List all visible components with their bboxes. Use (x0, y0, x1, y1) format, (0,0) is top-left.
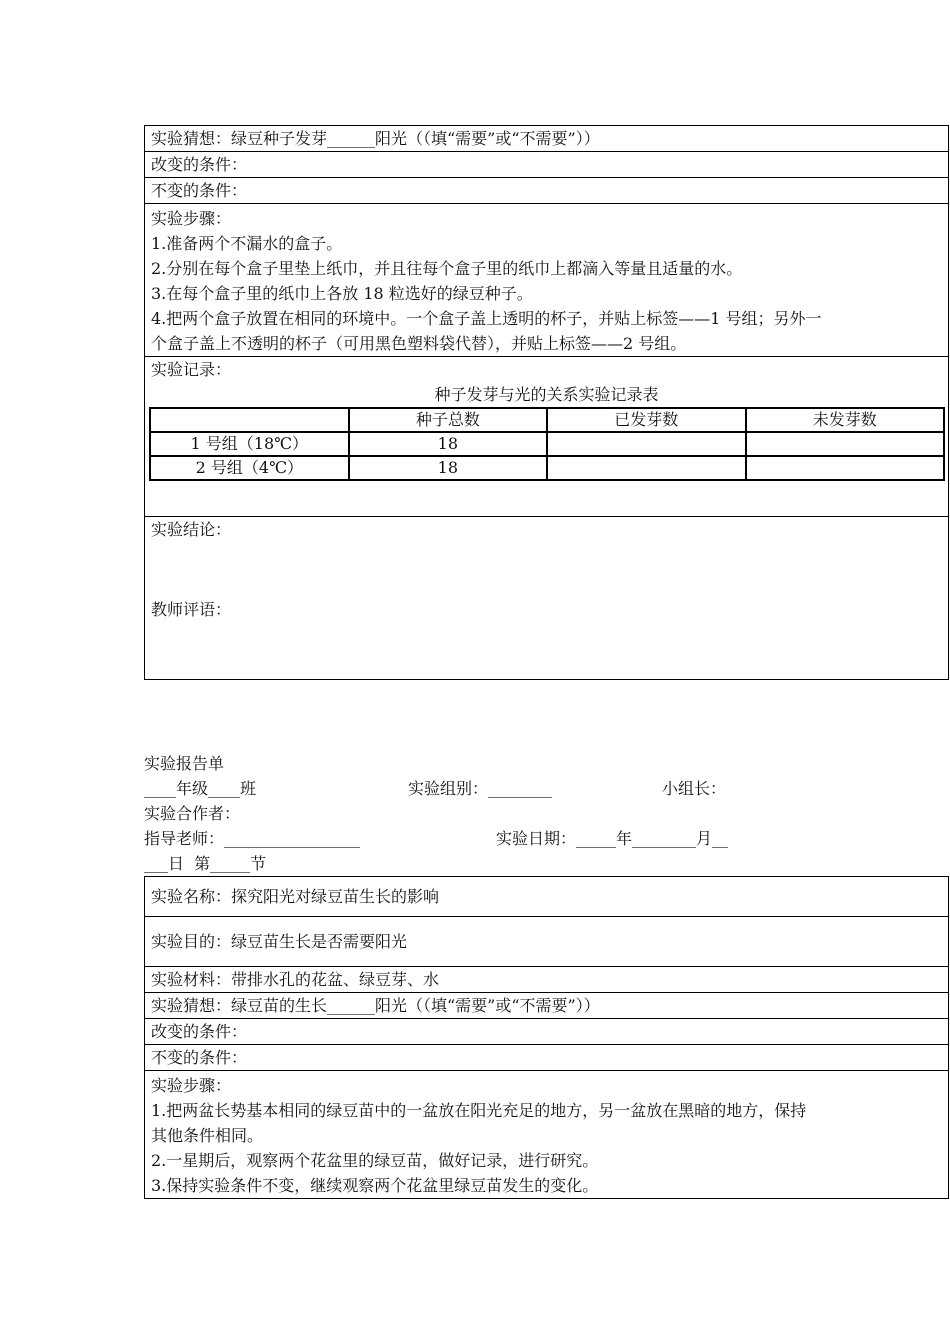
table-row (150, 456, 944, 480)
step-item: 2.分别在每个盒子里垫上纸巾，并且往每个盒子里的纸巾上都滴入等量且适量的水。 (151, 259, 743, 278)
group-field[interactable]: 实验组别：________ (408, 779, 553, 798)
record-table (149, 407, 945, 481)
header-cell: 已发芽数 (547, 408, 745, 432)
changed-condition-row (145, 152, 948, 178)
unchanged-condition-row (145, 178, 948, 204)
header-cell (150, 408, 349, 432)
conclusion-label: 实验结论： (151, 520, 232, 539)
sprouted-cell[interactable] (547, 432, 745, 456)
step-item: 3.在每个盒子里的纸巾上各放 18 粒选好的绿豆种子。 (151, 284, 533, 303)
experiment-name-row (145, 877, 948, 917)
hypothesis-row (145, 993, 948, 1019)
record-header-row (150, 408, 944, 432)
record-row (145, 357, 948, 517)
total-cell: 18 (349, 456, 547, 480)
step-item: 个盒子盖上不透明的杯子（可用黑色塑料袋代替），并贴上标签——2 号组。 (151, 334, 687, 353)
header-cell: 种子总数 (349, 408, 547, 432)
steps-row (145, 204, 948, 357)
header-cell: 未发芽数 (746, 408, 944, 432)
group-cell: 2 号组（4℃） (150, 456, 349, 480)
not-sprouted-cell[interactable] (746, 432, 944, 456)
group-cell: 1 号组（18℃） (150, 432, 349, 456)
unchanged-condition-row (145, 1045, 948, 1071)
steps-label: 实验步骤： (151, 209, 232, 228)
day-period-field[interactable]: ___日 第_____节 (144, 854, 267, 873)
sprouted-cell[interactable] (547, 456, 745, 480)
experiment-purpose-row (145, 917, 948, 967)
step-item: 1.准备两个不漏水的盒子。 (151, 234, 343, 253)
experiment-materials: 实验材料：带排水孔的花盆、绿豆芽、水 (151, 970, 440, 989)
changed-condition-label: 改变的条件： (151, 1022, 248, 1041)
leader-field[interactable]: 小组长： (662, 779, 727, 798)
date-field[interactable]: 实验日期：_____年________月__ (496, 829, 729, 848)
record-label: 实验记录： (151, 360, 232, 379)
step-item: 其他条件相同。 (151, 1126, 264, 1145)
hypothesis-row (145, 126, 948, 152)
record-table-title: 种子发芽与光的关系实验记录表 (434, 385, 659, 404)
unchanged-condition-label: 不变的条件： (151, 1048, 248, 1067)
conclusion-row (145, 517, 948, 679)
materials-row (145, 967, 948, 993)
experiment-purpose: 实验目的：绿豆苗生长是否需要阳光 (151, 932, 408, 951)
unchanged-condition-label: 不变的条件： (151, 181, 248, 200)
step-item: 4.把两个盒子放置在相同的环境中。一个盒子盖上透明的杯子，并贴上标签——1 号组；另外一 (151, 309, 822, 328)
experiment-name: 实验名称：探究阳光对绿豆苗生长的影响 (151, 887, 440, 906)
teacher-comment-label: 教师评语： (151, 600, 232, 619)
teacher-field[interactable]: 指导老师：_________________ (144, 829, 361, 848)
step-item: 2.一星期后，观察两个花盆里的绿豆苗，做好记录，进行研究。 (151, 1151, 599, 1170)
hypothesis-text: 实验猜想：绿豆种子发芽______阳光（（填“需要”或“不需要”）） (151, 129, 600, 148)
partners-field[interactable]: 实验合作者： (144, 804, 241, 823)
grade-class-field[interactable]: ____年级____班 (144, 779, 257, 798)
total-cell: 18 (349, 432, 547, 456)
report2-header (144, 751, 949, 876)
steps-row (145, 1071, 948, 1198)
report1-table (144, 125, 949, 680)
step-item: 1.把两盆长势基本相同的绿豆苗中的一盆放在阳光充足的地方，另一盆放在黑暗的地方，保持 (151, 1101, 807, 1120)
steps-label: 实验步骤： (151, 1076, 232, 1095)
table-row (150, 432, 944, 456)
report2-table (144, 876, 949, 1199)
step-item: 3.保持实验条件不变，继续观察两个花盆里绿豆苗发生的变化。 (151, 1176, 599, 1195)
report-title: 实验报告单 (144, 754, 225, 773)
changed-condition-row (145, 1019, 948, 1045)
not-sprouted-cell[interactable] (746, 456, 944, 480)
hypothesis-text: 实验猜想：绿豆苗的生长______阳光（（填“需要”或“不需要”）） (151, 996, 600, 1015)
changed-condition-label: 改变的条件： (151, 155, 248, 174)
